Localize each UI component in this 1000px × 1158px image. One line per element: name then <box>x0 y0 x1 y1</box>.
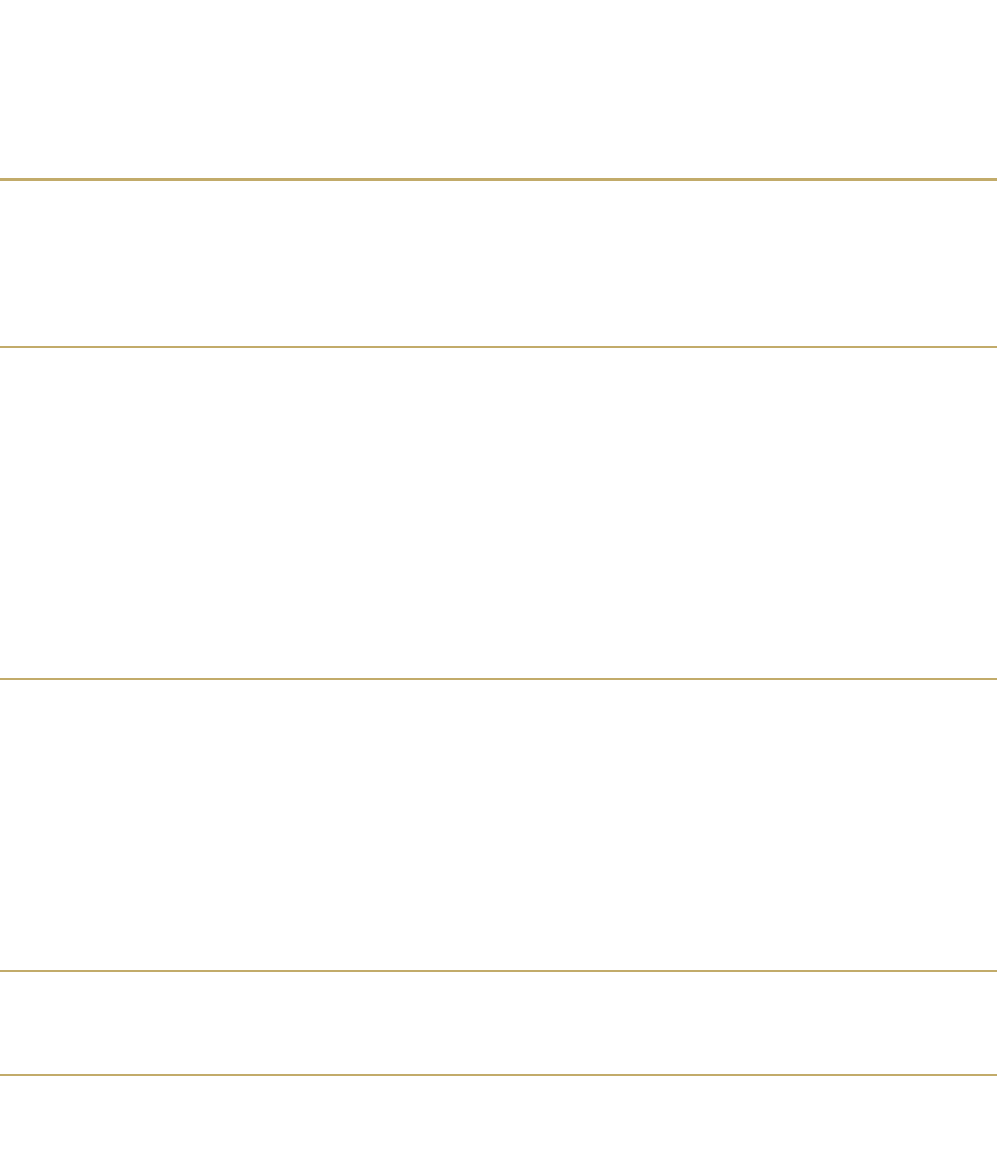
content-section-1 <box>0 181 997 346</box>
content-section-4 <box>0 972 997 1074</box>
content-section-2 <box>0 348 997 678</box>
content-section-3 <box>0 680 997 970</box>
header-section <box>0 0 997 178</box>
footer-section <box>0 1076 997 1158</box>
